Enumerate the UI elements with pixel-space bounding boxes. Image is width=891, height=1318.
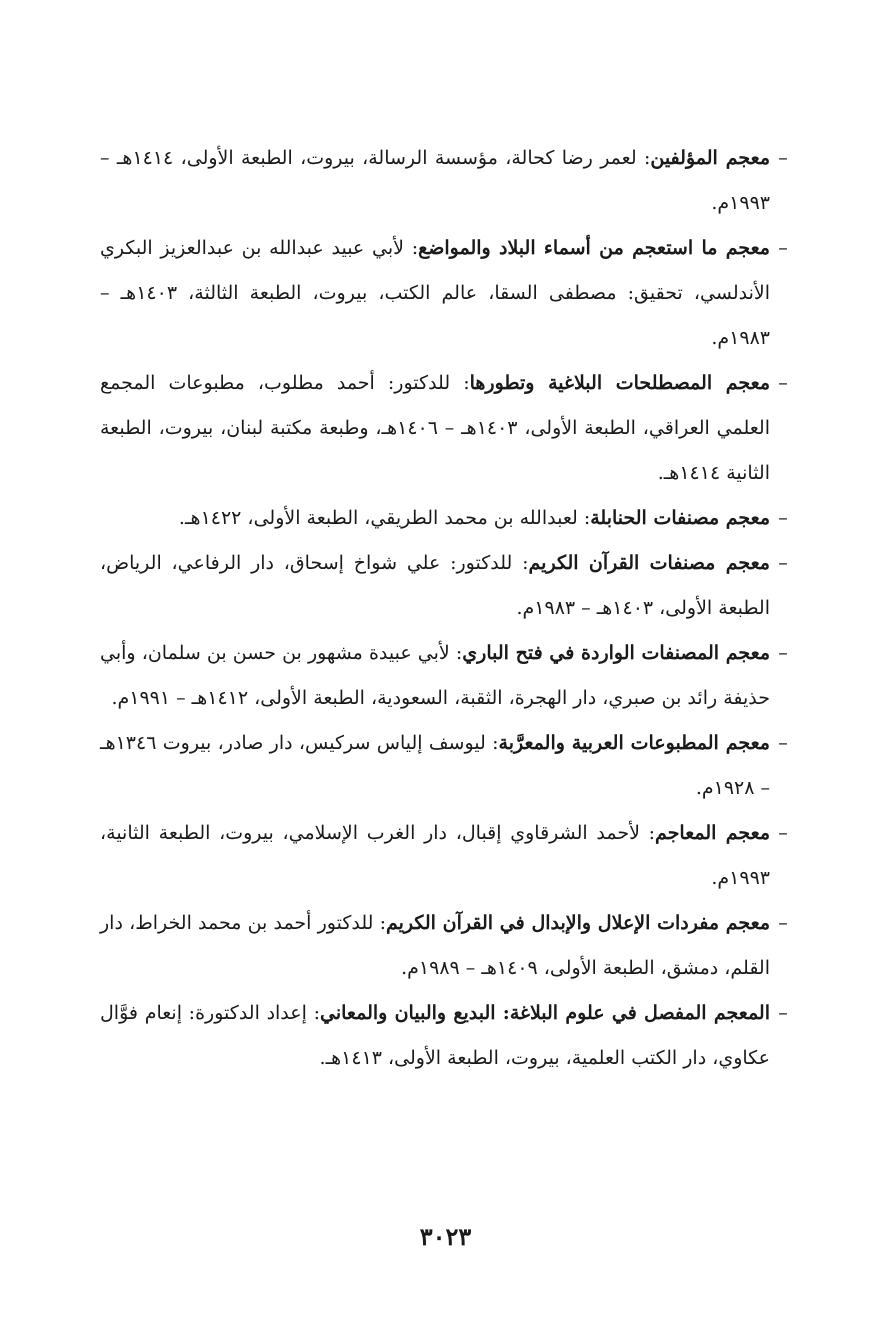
bibliography-entry xyxy=(100,361,790,496)
entry-dash: – xyxy=(778,732,788,754)
bibliography-entry xyxy=(100,136,790,226)
entry-details: : للدكتور: أحمد مطلوب، مطبوعات المجمع العلمي العراقي، الطبعة الأولى، ١٤٠٣هـ – ١٤٠٦هـ، وطبعة مكتبة لبنان، بيروت، الطبعة الثانية ١٤١٤هـ. xyxy=(100,372,770,484)
entry-title: معجم ما استعجم من أسماء البلاد والمواضع xyxy=(418,237,770,259)
entry-dash: – xyxy=(778,822,788,844)
entry-dash: – xyxy=(778,507,788,529)
entry-dash: – xyxy=(778,372,788,394)
bibliography-list xyxy=(100,136,790,1081)
page-number: ٣٠٢٣ xyxy=(419,1222,472,1251)
bibliography-entry xyxy=(100,541,790,631)
entry-details: : لعمر رضا كحالة، مؤسسة الرسالة، بيروت، الطبعة الأولى، ١٤١٤هـ – ١٩٩٣م. xyxy=(100,147,770,214)
entry-title: معجم مصنفات القرآن الكريم xyxy=(528,552,770,574)
entry-title: معجم المؤلفين xyxy=(650,147,770,169)
entry-details: : لعبدالله بن محمد الطريقي، الطبعة الأولى، ١٤٢٢هـ. xyxy=(178,507,591,529)
bibliography-entry xyxy=(100,991,790,1081)
bibliography-entry xyxy=(100,721,790,811)
bibliography-entry xyxy=(100,496,790,541)
entry-dash: – xyxy=(778,642,788,664)
entry-title: معجم المعاجم xyxy=(655,822,770,844)
entry-details: : لأحمد الشرقاوي إقبال، دار الغرب الإسلامي، بيروت، الطبعة الثانية، ١٩٩٣م. xyxy=(100,822,770,889)
entry-details: : لأبي عبيدة مشهور بن حسن بن سلمان، وأبي حذيفة رائد بن صبري، دار الهجرة، الثقبة، السعودية، الطبعة الأولى، ١٤١٢هـ – ١٩٩١م. xyxy=(100,642,770,709)
bibliography-entry xyxy=(100,811,790,901)
entry-title: معجم المصنفات الواردة في فتح الباري xyxy=(462,642,771,664)
entry-dash: – xyxy=(778,237,788,259)
entry-details: : للدكتور أحمد بن محمد الخراط، دار القلم، دمشق، الطبعة الأولى، ١٤٠٩هـ – ١٩٨٩م. xyxy=(100,912,770,979)
entry-dash: – xyxy=(778,912,788,934)
entry-details: : إعداد الدكتورة: إنعام فوَّال عكاوي، دار الكتب العلمية، بيروت، الطبعة الأولى، ١٤١٣هـ. xyxy=(100,1002,770,1069)
entry-details: : لأبي عبيد عبدالله بن عبدالعزيز البكري الأندلسي، تحقيق: مصطفى السقا، عالم الكتب، بيروت، الطبعة الثالثة، ١٤٠٣هـ – ١٩٨٣م. xyxy=(100,237,770,349)
entry-dash: – xyxy=(778,1002,788,1024)
bibliography-entry xyxy=(100,226,790,361)
entry-details: : للدكتور: علي شواخ إسحاق، دار الرفاعي، الرياض، الطبعة الأولى، ١٤٠٣هـ – ١٩٨٣م. xyxy=(100,552,770,619)
entry-title: معجم مفردات الإعلال والإبدال في القرآن الكريم xyxy=(385,912,771,934)
entry-title: معجم مصنفات الحنابلة xyxy=(590,507,770,529)
entry-dash: – xyxy=(778,147,788,169)
entry-title: معجم المطبوعات العربية والمعرَّبة xyxy=(498,732,770,754)
entry-title: معجم المصطلحات البلاغية وتطورها xyxy=(469,372,770,394)
bibliography-entry xyxy=(100,631,790,721)
entry-title: المعجم المفصل في علوم البلاغة: البديع والبيان والمعاني xyxy=(320,1002,771,1024)
entry-dash: – xyxy=(778,552,788,574)
bibliography-entry xyxy=(100,901,790,991)
entry-details: : ليوسف إلياس سركيس، دار صادر، بيروت ١٣٤٦هـ – ١٩٢٨م. xyxy=(100,732,770,799)
